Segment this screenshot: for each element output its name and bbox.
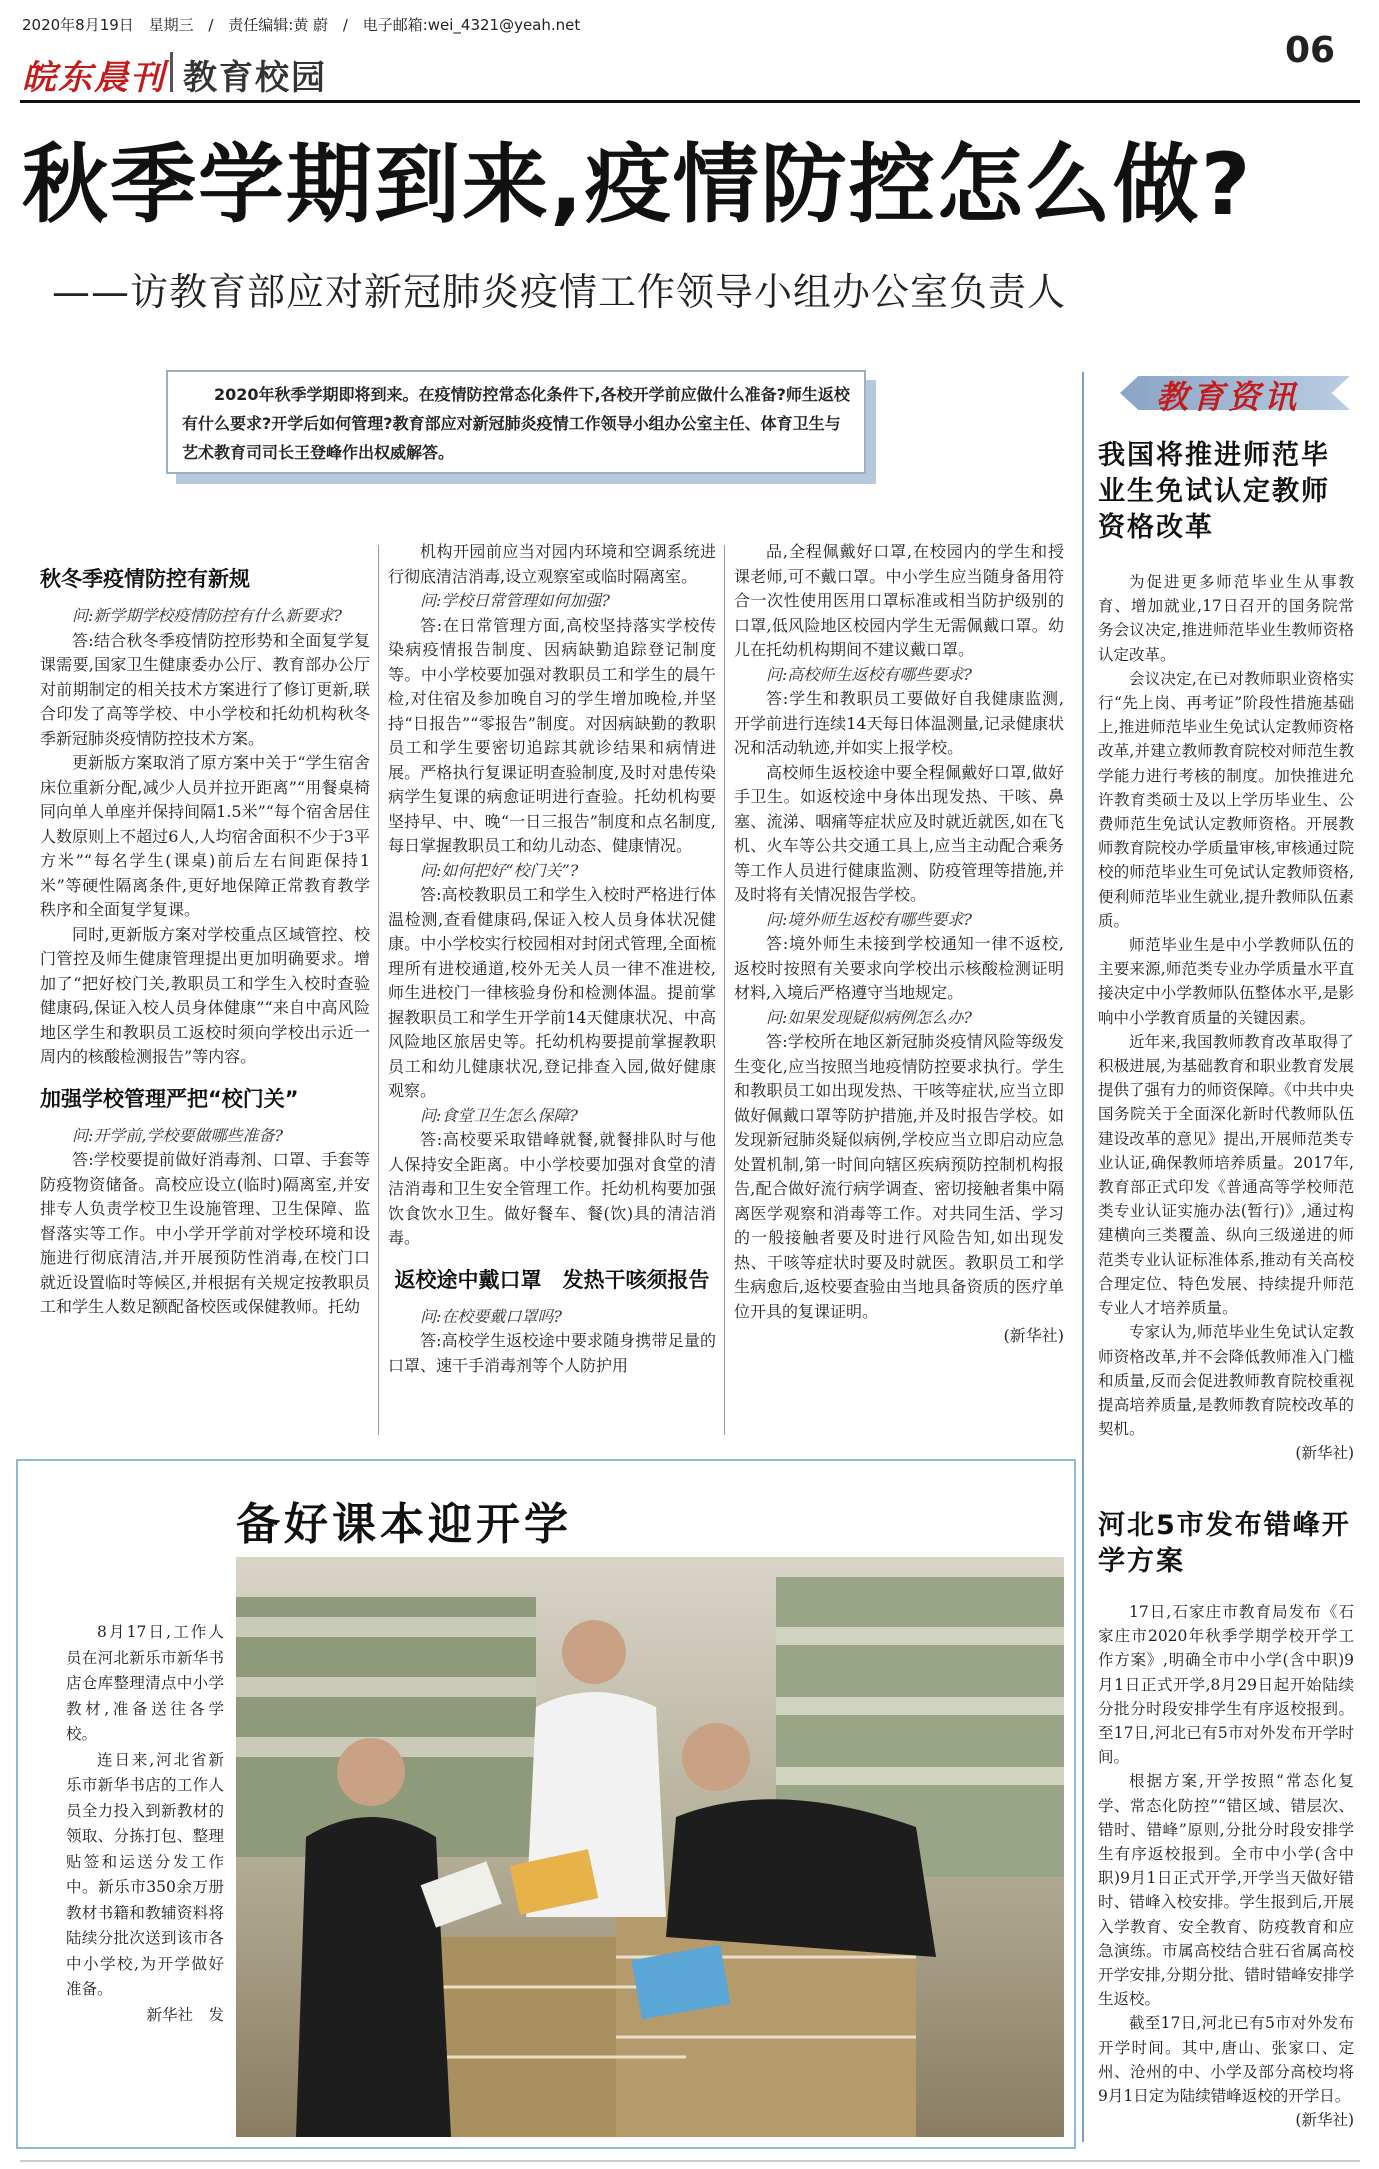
question: 问:境外师生返校有哪些要求?	[766, 909, 972, 929]
article-column-1	[40, 560, 370, 1320]
paragraph: 答:结合秋冬季疫情防控形势和全面复学复课需要,国家卫生健康委办公厅、教育部办公厅对前期制定的相关技术方案进行了修订更新,联合印发了高等学校、中小学校和托幼机构秋冬季新冠肺炎疫情防控技术方案。	[40, 630, 370, 748]
byline: (新华社)	[1003, 1326, 1064, 1345]
question: 问:高校师生返校有哪些要求?	[766, 664, 972, 684]
paragraph: 答:在日常管理方面,高校坚持落实学校传染病疫情报告制度、因病缺勤追踪登记制度等。中小学校要加强对教职员工和学生的晨午检,对住宿及参加晚自习的学生增加晚检,并坚持“日报告”“零报告”制度。对因病缺勤的教职员工和学生要密切追踪其就诊结果和病情进展。严格执行复课证明查验制度,及时对患传染病学生复课的病愈证明进行查验。托幼机构要坚持早、中、晚“一日三报告”制度和点名制度,每日掌握教职员工和幼儿动态、健康情况。	[388, 615, 716, 855]
question: 问:如果发现疑似病例怎么办?	[766, 1007, 972, 1027]
caption-paragraph: 8月17日,工作人员在河北新乐市新华书店仓库整理清点中小学教材,准备送往各学校。	[66, 1623, 224, 1743]
paragraph: 为促进更多师范毕业生从事教育、增加就业,17日召开的国务院常务会议决定,推进师范毕业生教师资格认定改革。	[1098, 573, 1354, 664]
paragraph: 近年来,我国教师教育改革取得了积极进展,为基础教育和职业教育发展提供了强有力的师资保障。《中共中央 国务院关于全面深化新时代教师队伍建设改革的意见》提出,开展师范类专业认证,确保教师培养质量。2017年,教育部正式印发《普通高等学校师范类专业认证实施办法(暂行)》,通过构建横向三类覆盖、纵向三级递进的师范类专业认证标准体系,推动有关高校合理定位、特色发展、持续提升师范专业人才培养质量。	[1098, 1032, 1354, 1318]
masthead-info-bar	[22, 14, 1357, 42]
article-column-3	[734, 540, 1064, 1349]
page-number: 06	[1285, 30, 1336, 71]
paragraph: 会议决定,在已对教师职业资格实行“先上岗、再考证”阶段性措施基础上,推进师范毕业生免试认定教师资格改革,并建立教师教育院校对师范生教学能力进行考核的制度。加快推进允许教育类硕士及以上学历毕业生、公费师范生免试认定教师资格。开展教师教育院校办学质量审核,审核通过院校的师范毕业生可免试认定教师资格,便利师范毕业生就业,提升教师队伍素质。	[1098, 669, 1354, 930]
question: 问:学校日常管理如何加强?	[420, 591, 610, 610]
column-body	[40, 1124, 370, 1320]
editor-email: 电子邮箱:wei_4321@yeah.net	[362, 16, 581, 34]
column-body	[40, 604, 370, 1070]
paragraph: 答:高校要采取错峰就餐,就餐排队时与他人保持安全距离。中小学校要加强对食堂的清洁消毒和卫生安全管理工作。托幼机构要加强饮食饮水卫生。做好餐车、餐(饮)具的清洁消毒。	[388, 1130, 716, 1247]
sidebar-story-1-title: 我国将推进师范毕业生免试认定教师资格改革	[1098, 440, 1330, 543]
column-body	[734, 540, 1064, 1349]
question: 问:新学期学校疫情防控有什么新要求?	[72, 606, 342, 625]
paragraph: 17日,石家庄市教育局发布《石家庄市2020年秋季学期学校开学工作方案》,明确全市中小学(含中职)9月1日正式开学,8月29日起开始陆续分批分时段安排学生有序返校报到。至17日,河北已有5市对外发布开学时间。	[1098, 1603, 1354, 1767]
paragraph: 更新版方案取消了原方案中关于“学生宿舍床位重新分配,减少人员并拉开距离”“用餐桌椅同向单人单座并保持间隔1.5米”“每个宿舍居住人数原则上不超过6人,人均宿舍面积不少于3平方米”“每名学生(课桌)前后左右间距保持1米”等硬性隔离条件,更好地保障正常教育教学秩序和全面复学复课。	[40, 753, 370, 919]
section-name: 教育校园	[183, 58, 327, 98]
paragraph: 答:境外师生未接到学校通知一律不返校,返校时按照有关要求向学校出示核酸检测证明材料,入境后严格遵守当地规定。	[734, 934, 1064, 1002]
brand-divider	[170, 52, 173, 92]
paragraph: 同时,更新版方案对学校重点区域管控、校门管控及师生健康管理提出更加明确要求。增加了“把好校门关,教职员工和学生入校时查验健康码,保证入校人员身体健康”“来自中高风险地区学生和教职员工返校时须向学校出示近一周内的核酸检测报告”等内容。	[40, 924, 370, 1066]
column-rule	[378, 545, 379, 1435]
sidebar-label	[1120, 372, 1350, 416]
weekday: 星期三	[148, 16, 194, 34]
sidebar-story-2-title: 河北5市发布错峰开学方案	[1098, 1510, 1351, 1577]
photo-caption	[66, 1620, 224, 2028]
paragraph: 答:学校所在地区新冠肺炎疫情风险等级发生变化,应当按照当地疫情防控要求执行。学生和教职员工如出现发热、干咳等症状,应当立即做好佩戴口罩等防护措施,并及时报告学校。如发现新冠肺炎疑似病例,学校应当立即启动应急处置机制,第一时间向辖区疾病预防控制机构报告,配合做好流行病学调查、密切接触者集中隔离医学观察和消毒等工作。对共同生活、学习的一般接触者要及时进行风险告知,如出现发热、干咳等症状时要及时就医。教职员工和学生病愈后,返校要查验由当地具备资质的医疗单位开具的复课证明。	[734, 1032, 1064, 1321]
paragraph: 专家认为,师范毕业生免试认定教师资格改革,并不会降低教师准入门槛和质量,反而会促进教师教育院校重视提高培养质量,是教师教育院校改革的契机。	[1098, 1323, 1354, 1439]
newspaper-brand: 皖东晨刊	[22, 58, 166, 98]
page-bottom-rule	[20, 2160, 1360, 2162]
masthead-rule	[20, 100, 1360, 103]
section-heading: 返校途中戴口罩 发热干咳须报告	[394, 1267, 710, 1292]
paragraph: 答:高校学生返校途中要求随身携带足量的口罩、速干手消毒剂等个人防护用	[388, 1331, 716, 1375]
paragraph: 根据方案,开学按照“常态化复学、常态化防控”“错区域、错层次、错时、错峰”原则,分批分时段安排学生有序返校报到。全市中小学(含中职)9月1日正式开学,开学当天做好错时、错峰入校安排。学生报到后,开展入学教育、安全教育、防疫教育和应急演练。市属高校结合驻石省属高校开学安排,分期分批、错时错峰安排学生返校。	[1098, 1772, 1354, 2009]
paragraph: 截至17日,河北已有5市对外发布开学时间。其中,唐山、张家口、定州、沧州的中、小学及部分高校均将9月1日定为陆续错峰返校的开学日。	[1098, 2014, 1354, 2106]
warehouse-photo	[236, 1557, 1064, 2137]
section-heading: 秋冬季疫情防控有新规	[40, 567, 250, 591]
photo-feature-title: 备好课本迎开学	[236, 1499, 572, 1550]
photo-credit: 新华社 发	[146, 2005, 224, 2024]
article-column-2	[388, 540, 716, 1378]
main-headline: 秋季学期到来,疫情防控怎么做?	[22, 135, 1253, 235]
question: 问:食堂卫生怎么保障?	[420, 1105, 578, 1125]
paragraph: 机构开园前应当对园内环境和空调系统进行彻底清洁消毒,设立观察室或临时隔离室。	[388, 542, 716, 586]
sidebar-story-2-body	[1098, 1600, 1354, 2132]
paragraph: 答:学校要提前做好消毒剂、口罩、手套等防疫物资储备。高校应设立(临时)隔离室,并安排专人负责学校卫生设施管理、卫生保障、监督落实等工作。中小学开学前对学校环境和设施进行彻底清洁,并开展预防性消毒,在校门口就近设置临时等候区,并根据有关规定按教职员工和学生人数足额配备校医或保健教师。托幼	[40, 1150, 370, 1316]
paragraph: 高校师生返校途中要全程佩戴好口罩,做好手卫生。如返校途中身体出现发热、干咳、鼻塞、流涕、咽痛等症状应及时就近就医,如在飞机、火车等公共交通工具上,应当主动配合乘务等工作人员进行健康监测、防疫管理等措施,并及时将有关情况报告学校。	[734, 762, 1064, 904]
question: 问:在校要戴口罩吗?	[420, 1306, 562, 1326]
byline: (新华社)	[1295, 2111, 1354, 2130]
paragraph: 品,全程佩戴好口罩,在校园内的学生和授课老师,可不戴口罩。中小学生应当随身备用符合一次性使用医用口罩标准或相当防护级别的口罩,低风险地区校园内学生无需佩戴口罩。幼儿在托幼机构期间不建议戴口罩。	[734, 542, 1064, 659]
lead-box: 2020年秋季学期即将到来。在疫情防控常态化条件下,各校开学前应做什么准备?师生返校有什么要求?开学后如何管理?教育部应对新冠肺炎疫情工作领导小组办公室主任、体育卫生与艺术教育司司长王登峰作出权威解答。	[166, 370, 866, 474]
sidebar-label-text: 教育资讯	[1156, 378, 1301, 416]
caption-paragraph: 连日来,河北省新乐市新华书店的工作人员全力投入到新教材的领取、分拣打包、整理贴签和运送分发工作中。新乐市350余万册教材书籍和教辅资料将陆续分批次送到该市各中小学校,为开学做好准备。	[66, 1750, 224, 1998]
sidebar-story-1-body	[1098, 570, 1354, 1466]
column-rule	[724, 545, 725, 1435]
section-heading: 加强学校管理严把“校门关”	[40, 1086, 299, 1111]
issue-date: 2020年8月19日	[22, 16, 134, 34]
question: 问:如何把好“校门关”?	[420, 860, 579, 880]
separator: /	[208, 16, 214, 34]
separator: /	[342, 16, 348, 34]
paragraph: 答:高校教职员工和学生入校时严格进行体温检测,查看健康码,保证入校人员身体状况健康。中小学校实行校园相对封闭式管理,全面梳理所有进校通道,校外无关人员一律不准进校,师生进校门一律核验身份和检测体温。提前掌握教职员工和学生开学前14天健康状况、中高风险地区旅居史等。托幼机构要提前掌握教职员工和幼儿健康状况,登记排查入园,做好健康观察。	[388, 885, 716, 1100]
editor: 责任编辑:黄 蔚	[228, 16, 329, 34]
sidebar-rule	[1082, 372, 1084, 2142]
question: 问:开学前,学校要做哪些准备?	[72, 1125, 284, 1145]
paragraph: 师范毕业生是中小学教师队伍的主要来源,师范类专业办学质量水平直接决定中小学教师队伍整体水平,是影响中小学教育质量的关键因素。	[1098, 936, 1354, 1027]
paragraph: 答:学生和教职员工要做好自我健康监测,开学前进行连续14天每日体温测量,记录健康状况和活动轨迹,并如实上报学校。	[734, 689, 1064, 757]
column-body	[388, 540, 716, 1251]
main-subhead: ——访教育部应对新冠肺炎疫情工作领导小组办公室负责人	[52, 270, 1067, 314]
column-body	[388, 1305, 716, 1379]
byline: (新华社)	[1295, 1444, 1354, 1463]
